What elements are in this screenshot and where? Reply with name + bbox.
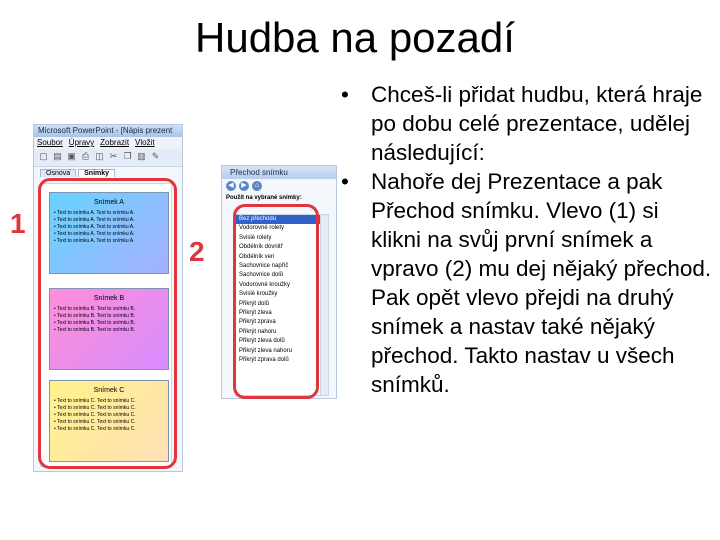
callout-label-1: 1 [10, 208, 26, 239]
slide-thumbnail-line: • Text to snímku A. Text to snímku A. [54, 217, 135, 223]
transition-item[interactable]: Přikrýt dolů [239, 300, 270, 307]
menu-item-soubor[interactable]: Soubor [37, 138, 63, 147]
transition-item[interactable]: Svislé rolety [239, 234, 272, 241]
slide-thumbnail-title: Snímek B [93, 295, 125, 302]
transition-item[interactable]: Přikrýt zprava [239, 319, 276, 326]
callout-box-2 [233, 204, 319, 399]
tab-osnova[interactable]: Osnova [40, 169, 76, 177]
slide-thumbnail-line: • Text to snímku C. Text to snímku C. [54, 412, 136, 418]
bullet-text: Nahoře dej Prezentace a pak Přechod snímku. Vlevo (1) si klikni na svůj první snímek a vpravo (2) mu dej nějaký přechod. Pak opět vlevo přejdi na druhý snímek a nastav také nějaký přechod. Takto nastav u všech snímků. [371, 169, 712, 397]
window-title: Microsoft PowerPoint - [Nápis prezent [34, 125, 182, 137]
slide-thumbnail-line: • Text to snímku C. Text to snímku C. [54, 426, 136, 432]
home-icon[interactable]: ⌂ [252, 181, 262, 191]
bullet-list [341, 80, 713, 399]
transition-item[interactable]: Přikrýt nahoru [239, 328, 277, 335]
print-icon[interactable]: ⎙ [81, 151, 90, 161]
slide-thumbnail-line: • Text to snímku B. Text to snímku B. [54, 306, 136, 312]
slide-thumbnail-title: Snímek C [93, 387, 125, 394]
transition-pane-header: Přechod snímku [222, 166, 336, 179]
transition-item[interactable]: Přikrýt zprava dolů [239, 357, 289, 364]
slide-thumbnail-line: • Text to snímku B. Text to snímku B. [54, 327, 136, 333]
slide-thumbnail-line: • Text to snímku C. Text to snímku C. [54, 398, 136, 404]
apply-to-label: Použít na vybrané snímky: [226, 195, 302, 201]
bullet-dot: • [341, 82, 349, 107]
transition-item[interactable]: Vodorovné rolety [239, 225, 285, 232]
paste-icon[interactable]: ▥ [137, 151, 146, 161]
transition-item[interactable]: Šachovnice napříč [239, 263, 289, 270]
transition-item[interactable]: Obdélník ven [239, 253, 275, 260]
pane-navigation [222, 179, 336, 193]
slide-thumbnail-line: • Text to snímku C. Text to snímku C. [54, 419, 136, 425]
slide-thumbnail-line: • Text to snímku A. Text to snímku A. [54, 231, 135, 237]
bullet-item [341, 80, 713, 167]
bullet-dot: • [341, 169, 349, 194]
menu-item-vlozit[interactable]: Vložit [135, 138, 155, 147]
cut-icon[interactable]: ✂ [109, 151, 118, 161]
transition-item[interactable]: Vodorovné kroužky [239, 281, 291, 288]
transition-item[interactable]: Přikrýt zleva [239, 310, 272, 317]
transition-item[interactable]: Přikrýt zleva nahoru [239, 347, 293, 354]
bullet-item [341, 167, 713, 399]
slide-title: Hudba na pozadí [195, 14, 515, 61]
menu-item-zobrazit[interactable]: Zobrazit [100, 138, 130, 147]
bullet-text: Chceš-li přidat hudbu, která hraje po dobu celé prezentace, udělej následující: [371, 82, 703, 165]
save-icon[interactable]: ▣ [67, 151, 76, 161]
transition-item[interactable]: Šachovnice dolů [239, 272, 284, 279]
pane-tabs [34, 167, 182, 177]
slide-thumbnail-line: • Text to snímku A. Text to snímku A. [54, 224, 135, 230]
tab-snimky[interactable]: Snímky [78, 169, 115, 177]
menu-item-upravy[interactable]: Úpravy [68, 138, 95, 147]
format-painter-icon[interactable]: ✎ [151, 151, 160, 161]
transition-item[interactable]: Svislé kroužky [239, 291, 278, 298]
slide-thumbnail-line: • Text to snímku C. Text to snímku C. [54, 405, 136, 411]
slide-thumbnail-line: • Text to snímku B. Text to snímku B. [54, 320, 136, 326]
callout-label-2: 2 [189, 236, 205, 267]
new-file-icon[interactable]: ▢ [39, 151, 48, 161]
preview-icon[interactable]: ◫ [95, 151, 104, 161]
back-icon[interactable]: ◀ [226, 181, 236, 191]
slide-thumbnail-line: • Text to snímku B. Text to snímku B. [54, 313, 136, 319]
slide-thumbnail-line: • Text to snímku A. Text to snímku A. [54, 210, 135, 216]
forward-icon[interactable]: ▶ [239, 181, 249, 191]
open-folder-icon[interactable]: ▤ [53, 151, 62, 161]
slide-thumbnail-title: Snímek A [94, 199, 124, 206]
menu-bar [34, 137, 182, 149]
copy-icon[interactable]: ❐ [123, 151, 132, 161]
callout-box-1 [38, 178, 177, 469]
transition-item[interactable]: Bez přechodu [236, 215, 328, 224]
transition-item[interactable]: Přikrýt zleva dolů [239, 338, 285, 345]
slide-thumbnail-line: • Text to snímku A. Text to snímku A. [54, 238, 135, 244]
scrollbar[interactable] [320, 215, 328, 395]
toolbar [34, 149, 182, 167]
transition-item[interactable]: Obdélník dovnitř [239, 244, 283, 251]
